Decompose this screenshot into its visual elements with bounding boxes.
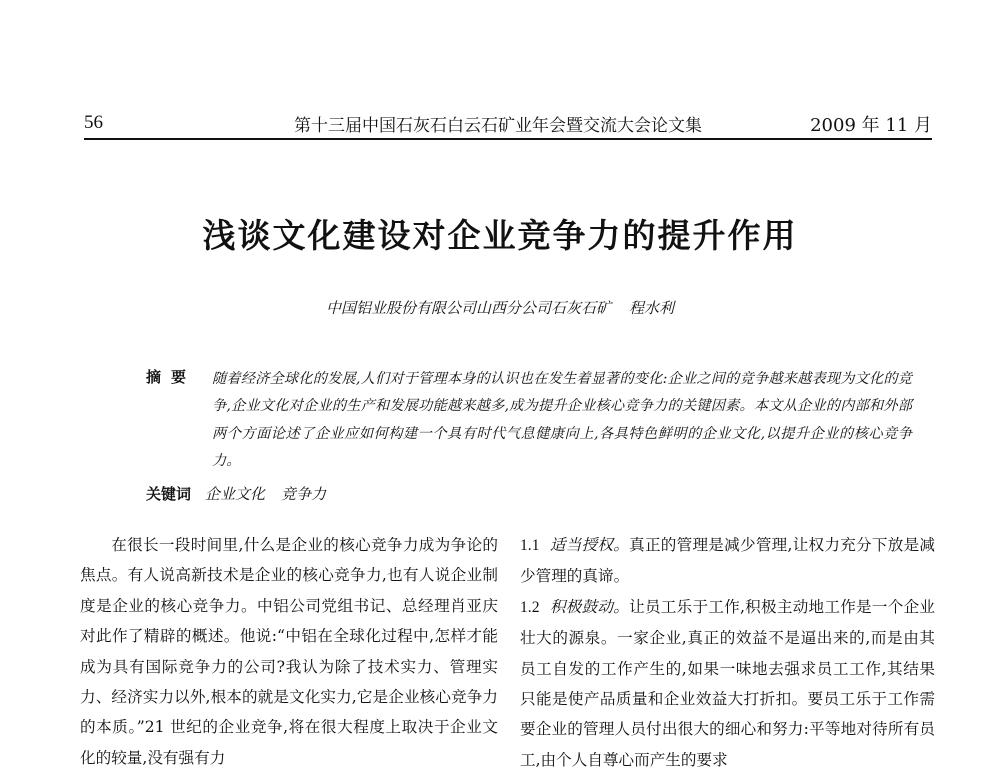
- section-number: 1.2: [520, 598, 540, 616]
- keyword: 竞争力: [281, 485, 327, 503]
- section-heading: 适当授权。: [549, 536, 630, 554]
- body-paragraph: 在很长一段时间里,什么是企业的核心竞争力成为争论的焦点。有人说高新技术是企业的核心竞争力,也有人说企业制度是企业的核心竞争力。中铝公司党组书记、总经理肖亚庆对此作了精辟的概述。他说:“中铝在全球化过程中,怎样才能成为具有国际竞争力的公司?我认为除了技术实力、管理实力、经济实力以外,根本的就是文化实力,它是企业核心竞争力的本质。”21 世纪的企业竞争,将在很大程度上取决于企业文化的较量,没有强有力: [80, 536, 498, 767]
- section-text: 真正的管理是减少管理,让权力充分下放是减少管理的真谛。: [520, 536, 935, 586]
- section-1-2: [520, 592, 935, 775]
- keywords-label: 关键词: [146, 485, 192, 503]
- author-name: 程水利: [629, 299, 675, 317]
- author-line: [0, 297, 1000, 318]
- affiliation: 中国铝业股份有限公司山西分公司石灰石矿: [325, 299, 611, 317]
- abstract-label: 摘要: [146, 368, 197, 386]
- publication-date: 2009 年 11 月: [810, 115, 932, 136]
- page-number: 56: [84, 112, 103, 133]
- keyword: 企业文化: [205, 485, 266, 503]
- section-1-1: [520, 530, 935, 592]
- running-header: [84, 108, 932, 140]
- body-column-right: [520, 530, 935, 775]
- journal-title: 第十三届中国石灰石白云石矿业年会暨交流大会论文集: [294, 116, 702, 136]
- paper-title: 浅谈文化建设对企业竞争力的提升作用: [202, 216, 798, 255]
- section-text: 让员工乐于工作,积极主动地工作是一个企业壮大的源泉。一家企业,真正的效益不是逼出来的,而是由其员工自发的工作产生的,如果一味地去强求员工工作,其结果只能是使产品质量和企业效益大打折扣。要员工乐于工作需要企业的管理人员付出很大的细心和努力:平等地对待所有员工,由个人自尊心而产生的要求: [520, 597, 935, 769]
- body-column-left: [80, 530, 498, 773]
- keywords-line: [146, 483, 326, 504]
- abstract-text: 随着经济全球化的发展,人们对于管理本身的认识也在发生着显著的变化:企业之间的竞争越来越表现为文化的竞争,企业文化对企业的生产和发展功能越来越多,成为提升企业核心竞争力的关键因素。本文从企业的内部和外部两个方面论述了企业应如何构建一个具有时代气息健康向上,各具特色鲜明的企业文化,以提升企业的核心竞争力。: [212, 371, 912, 469]
- section-heading: 积极鼓动。: [549, 597, 630, 616]
- section-number: 1.1: [520, 537, 540, 554]
